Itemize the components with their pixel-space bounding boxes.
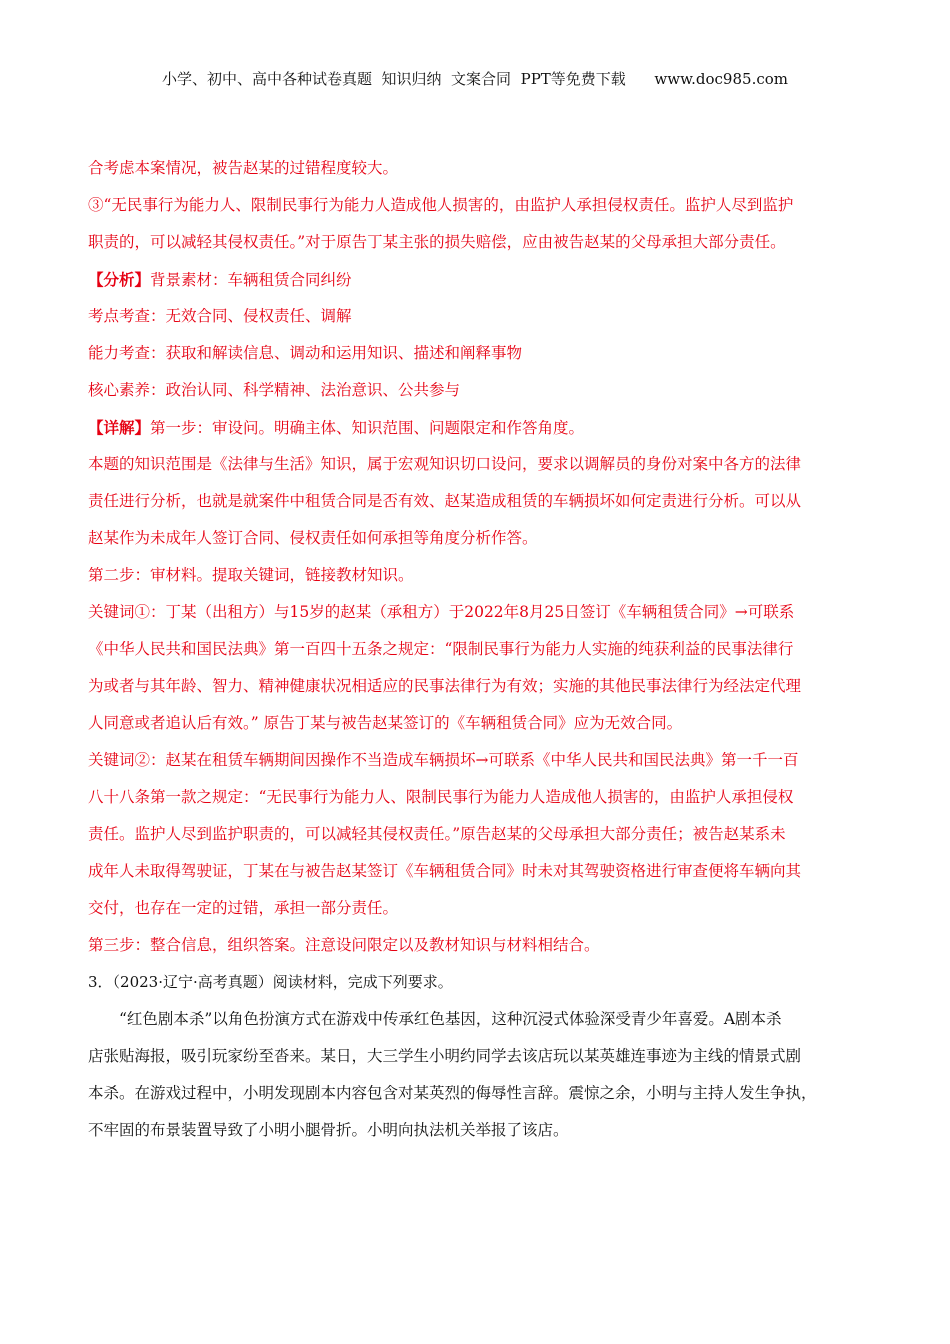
text-line: 八十八条第一款之规定：“无民事行为能力人、限制民事行为能力人造成他人损害的，由监护人承担侵权 bbox=[88, 788, 794, 806]
text-line: 第二步：审材料。提取关键词，链接教材知识。 bbox=[88, 566, 414, 584]
text-line: 第三步：整合信息，组织答案。注意设问限定以及教材知识与材料相结合。 bbox=[88, 936, 600, 954]
text-line: 责任进行分析，也就是就案件中租赁合同是否有效、赵某造成租赁的车辆损坏如何定责进行分析。可以从 bbox=[88, 492, 802, 510]
text-line: 赵某作为未成年人签订合同、侵权责任如何承担等角度分析作答。 bbox=[88, 529, 538, 547]
text-line: 职责的，可以减轻其侵权责任。”对于原告丁某主张的损失赔偿，应由被告赵某的父母承担大部分责任。 bbox=[88, 233, 786, 251]
text-line: 《中华人民共和国民法典》第一百四十五条之规定：“限制民事行为能力人实施的纯获利益的民事法律行 bbox=[88, 640, 794, 658]
material-line: 不牢固的布景装置导致了小明小腿骨折。小明向执法机关举报了该店。 bbox=[88, 1121, 569, 1139]
text-line: 成年人未取得驾驶证，丁某在与被告赵某签订《车辆租赁合同》时未对其驾驶资格进行审查便将车辆向其 bbox=[88, 862, 802, 880]
detail-line: 【详解】第一步：审设问。明确主体、知识范围、问题限定和作答角度。 bbox=[88, 418, 585, 437]
text-line: 考点考查：无效合同、侵权责任、调解 bbox=[88, 307, 352, 325]
material-paragraph bbox=[88, 1001, 878, 1149]
detail-label: 【详解】 bbox=[88, 418, 151, 437]
text-line: 为或者与其年龄、智力、精神健康状况相适应的民事法律行为有效；实施的其他民事法律行为经法定代理 bbox=[88, 677, 802, 695]
text-line: 核心素养：政治认同、科学精神、法治意识、公共参与 bbox=[88, 381, 461, 399]
text-line: 关键词①：丁某（出租方）与15岁的赵某（承租方）于2022年8月25日签订《车辆租赁合同》→可联系 bbox=[88, 603, 795, 621]
text-line: 能力考查：获取和解读信息、调动和运用知识、描述和阐释事物 bbox=[88, 344, 523, 362]
text-line: ③“无民事行为能力人、限制民事行为能力人造成他人损害的，由监护人承担侵权责任。监护人尽到监护 bbox=[88, 196, 794, 214]
text-line: 关键词②：赵某在租赁车辆期间因操作不当造成车辆损坏→可联系《中华人民共和国民法典》第一千一百 bbox=[88, 751, 799, 769]
text-line: 交付，也存在一定的过错，承担一部分责任。 bbox=[88, 899, 399, 917]
text-line: 责任。监护人尽到监护职责的，可以减轻其侵权责任。”原告赵某的父母承担大部分责任；被告赵某系未 bbox=[88, 825, 786, 843]
page-header: 小学、初中、高中各种试卷真题 知识归纳 文案合同 PPT等免费下载 www.doc985.com bbox=[161, 70, 788, 88]
material-line: 本杀。在游戏过程中，小明发现剧本内容包含对某英烈的侮辱性言辞。震惊之余，小明与主持人发生争执， bbox=[88, 1084, 817, 1102]
question-title: 3．（2023·辽宁·高考真题）阅读材料，完成下列要求。 bbox=[88, 973, 453, 991]
analysis-line: 【分析】背景素材：车辆租赁合同纠纷 bbox=[88, 270, 352, 289]
text-line: 人同意或者追认后有效。” 原告丁某与被告赵某签订的《车辆租赁合同》应为无效合同。 bbox=[88, 714, 683, 732]
material-line: “红色剧本杀”以角色扮演方式在游戏中传承红色基因，这种沉浸式体验深受青少年喜爱。A剧本杀 bbox=[119, 1010, 782, 1028]
analysis-label: 【分析】 bbox=[88, 270, 151, 289]
text-line: 本题的知识范围是《法律与生活》知识，属于宏观知识切口设问，要求以调解员的身份对案中各方的法律 bbox=[88, 455, 802, 473]
document-body bbox=[88, 150, 878, 1149]
text-line: 合考虑本案情况，被告赵某的过错程度较大。 bbox=[88, 159, 399, 177]
material-line: 店张贴海报，吸引玩家纷至沓来。某日，大三学生小明约同学去该店玩以某英雄连事迹为主线的情景式剧 bbox=[88, 1047, 802, 1065]
